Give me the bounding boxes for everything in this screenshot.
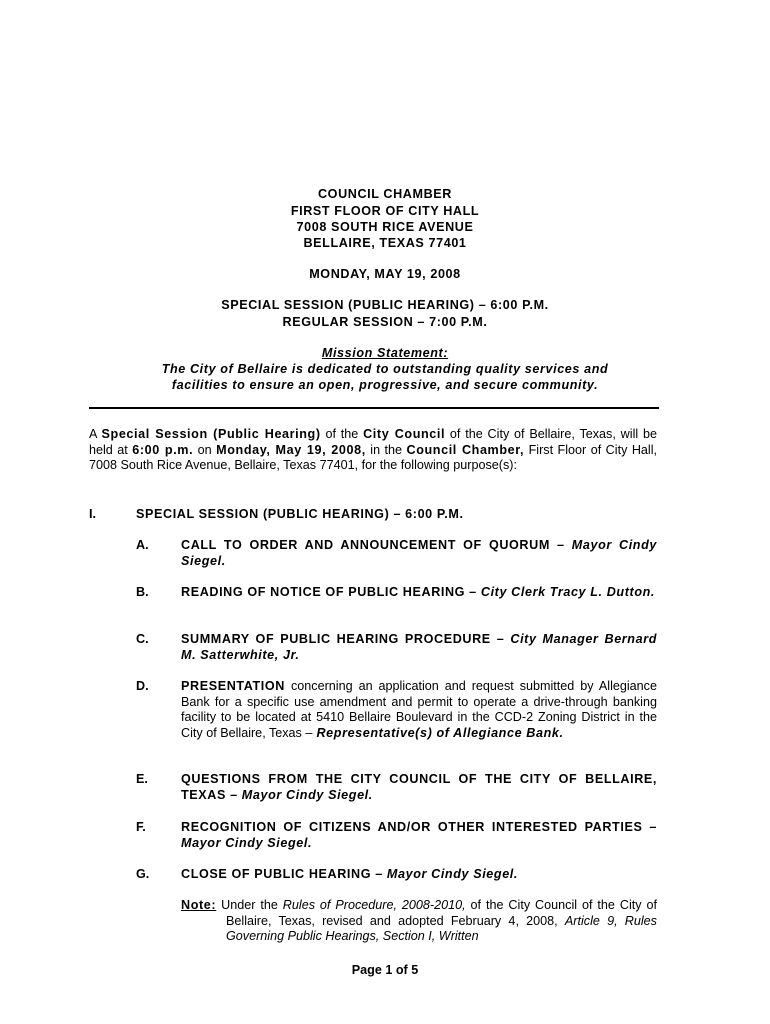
item-c: SUMMARY OF PUBLIC HEARING PROCEDURE – City Manager Bernard M. Satterwhite, Jr. [181, 632, 658, 662]
section-numeral: I. [89, 507, 96, 521]
item-letter-c: C. [136, 632, 149, 646]
item-letter-f: F. [136, 820, 146, 834]
item-letter-a: A. [136, 538, 149, 552]
section-title: SPECIAL SESSION (PUBLIC HEARING) – 6:00 P.M. [136, 507, 464, 521]
mission-line-1: The City of Bellaire is dedicated to outstanding quality services and [161, 362, 609, 376]
item-b: READING OF NOTICE OF PUBLIC HEARING – City Clerk Tracy L. Dutton. [181, 585, 655, 599]
header-line-1: COUNCIL CHAMBER [317, 187, 452, 201]
item-letter-g: G. [136, 867, 150, 881]
item-d: PRESENTATION concerning an application and request submitted by Allegiance Bank for a specific use amendment and permit to operate a drive-through banking facility to be located at 5410 Bellaire Boulevard in the CCD-2 Zoning District in the City of Bellaire, Texas – Representative(s) of Allegiance Bank. [181, 679, 657, 740]
item-letter-d: D. [136, 679, 149, 693]
mission-title: Mission Statement: [321, 346, 449, 360]
item-letter-b: B. [136, 585, 149, 599]
header-line-3: 7008 SOUTH RICE AVENUE [296, 220, 474, 234]
special-session-line: SPECIAL SESSION (PUBLIC HEARING) – 6:00 P.M. [221, 298, 549, 312]
item-a: CALL TO ORDER AND ANNOUNCEMENT OF QUORUM – Mayor Cindy Siegel. [181, 538, 657, 568]
item-f: RECOGNITION OF CITIZENS AND/OR OTHER INTERESTED PARTIES – Mayor Cindy Siegel. [181, 820, 657, 850]
divider-rule [89, 407, 659, 409]
note-block: Note: Under the Rules of Procedure, 2008-2010, of the City Council of the City of Bellaire, Texas, revised and adopted February 4, 2008, Article 9, Rules Governing Public Hearings, Section I, Written [181, 898, 657, 943]
note-label: Note: [181, 898, 217, 912]
item-g: CLOSE OF PUBLIC HEARING – Mayor Cindy Siegel. [181, 867, 518, 881]
page-footer: Page 1 of 5 [351, 963, 419, 977]
item-letter-e: E. [136, 772, 148, 786]
header-line-4: BELLAIRE, TEXAS 77401 [303, 236, 467, 250]
item-e: QUESTIONS FROM THE CITY COUNCIL OF THE CITY OF BELLAIRE, TEXAS – Mayor Cindy Siegel. [181, 772, 657, 802]
meeting-date: MONDAY, MAY 19, 2008 [309, 267, 461, 281]
mission-line-2: facilities to ensure an open, progressive, and secure community. [171, 378, 599, 392]
header-line-2: FIRST FLOOR OF CITY HALL [290, 204, 480, 218]
regular-session-line: REGULAR SESSION – 7:00 P.M. [282, 315, 488, 329]
intro-paragraph: A Special Session (Public Hearing) of the City Council of the City of Bellaire, Texas, will be held at 6:00 p.m. on Monday, May 19, 2008, in the Council Chamber, First Floor of City Hall, 7008 South Rice Avenue, Bellaire, Texas 77401, for the following purpose(s): [89, 427, 658, 472]
